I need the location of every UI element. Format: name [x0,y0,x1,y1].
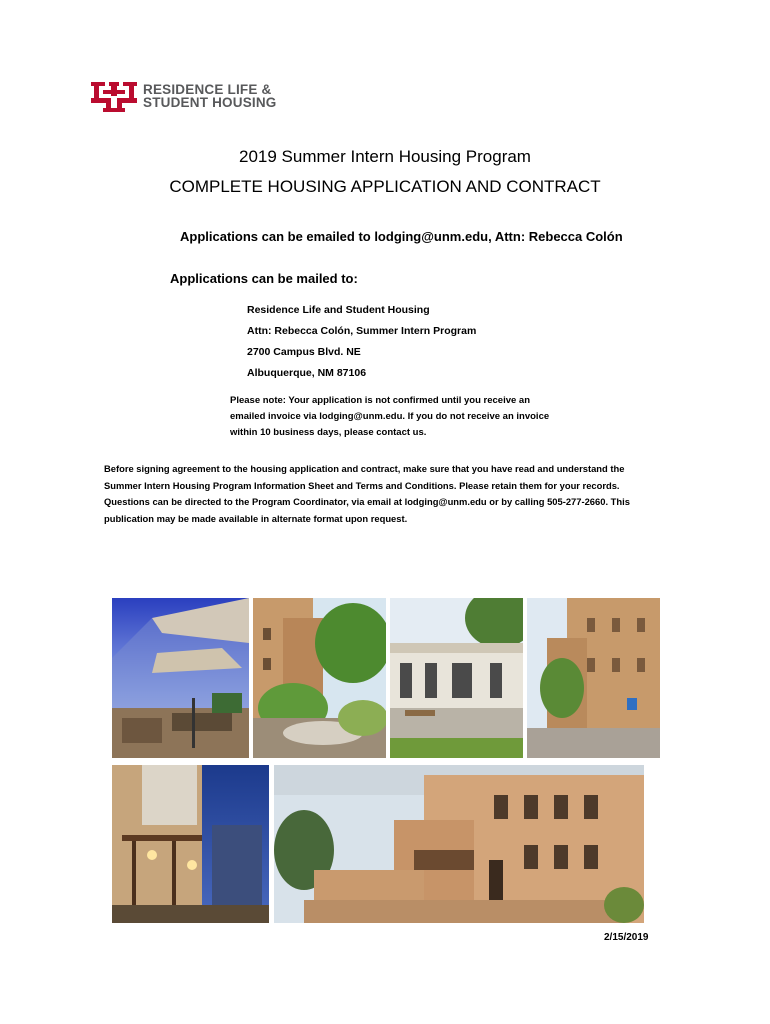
photo-patio-umbrellas [112,598,249,758]
confirmation-note: Please note: Your application is not confirmed until you receive an emailed invoice via lodging@unm.edu. If you do not receive an invoice within 10 business days, please contact us. [230,395,550,438]
photo-building-garden [253,598,386,758]
photo-dorm-exterior [527,598,660,758]
photo-courtyard [390,598,523,758]
photo-hokona-hall [274,765,644,923]
address-line: Albuquerque, NM 87106 [247,367,367,379]
email-instructions: Applications can be emailed to lodging@unm.edu, Attn: Rebecca Colón [180,229,623,244]
address-line: Attn: Rebecca Colón, Summer Intern Program [247,325,477,337]
header-logo [89,78,277,114]
logo-line-2: STUDENT HOUSING [143,95,277,110]
logo-line-1: RESIDENCE LIFE & [143,82,272,97]
agreement-paragraph: Before signing agreement to the housing application and contract, make sure that you have read and understand the Summer Intern Housing Program Information Sheet and Terms and Conditions. Please retain them for your records. Questions can be directed to the Program Coordinator, via email at lodging@unm.edu or by calling 505-277-2660. This publication may be made available in alternate format upon request. [104,463,630,524]
address-line: Residence Life and Student Housing [247,304,430,316]
mail-heading: Applications can be mailed to: [170,271,358,286]
document-subtitle: COMPLETE HOUSING APPLICATION AND CONTRACT [169,177,601,196]
photo-night-building [112,765,269,923]
logo-text [143,83,277,109]
mailing-address [247,300,476,384]
address-line: 2700 Campus Blvd. NE [247,346,361,358]
document-date: 2/15/2019 [604,932,649,943]
unm-logo-icon [89,78,139,114]
document-title: 2019 Summer Intern Housing Program [239,147,531,166]
